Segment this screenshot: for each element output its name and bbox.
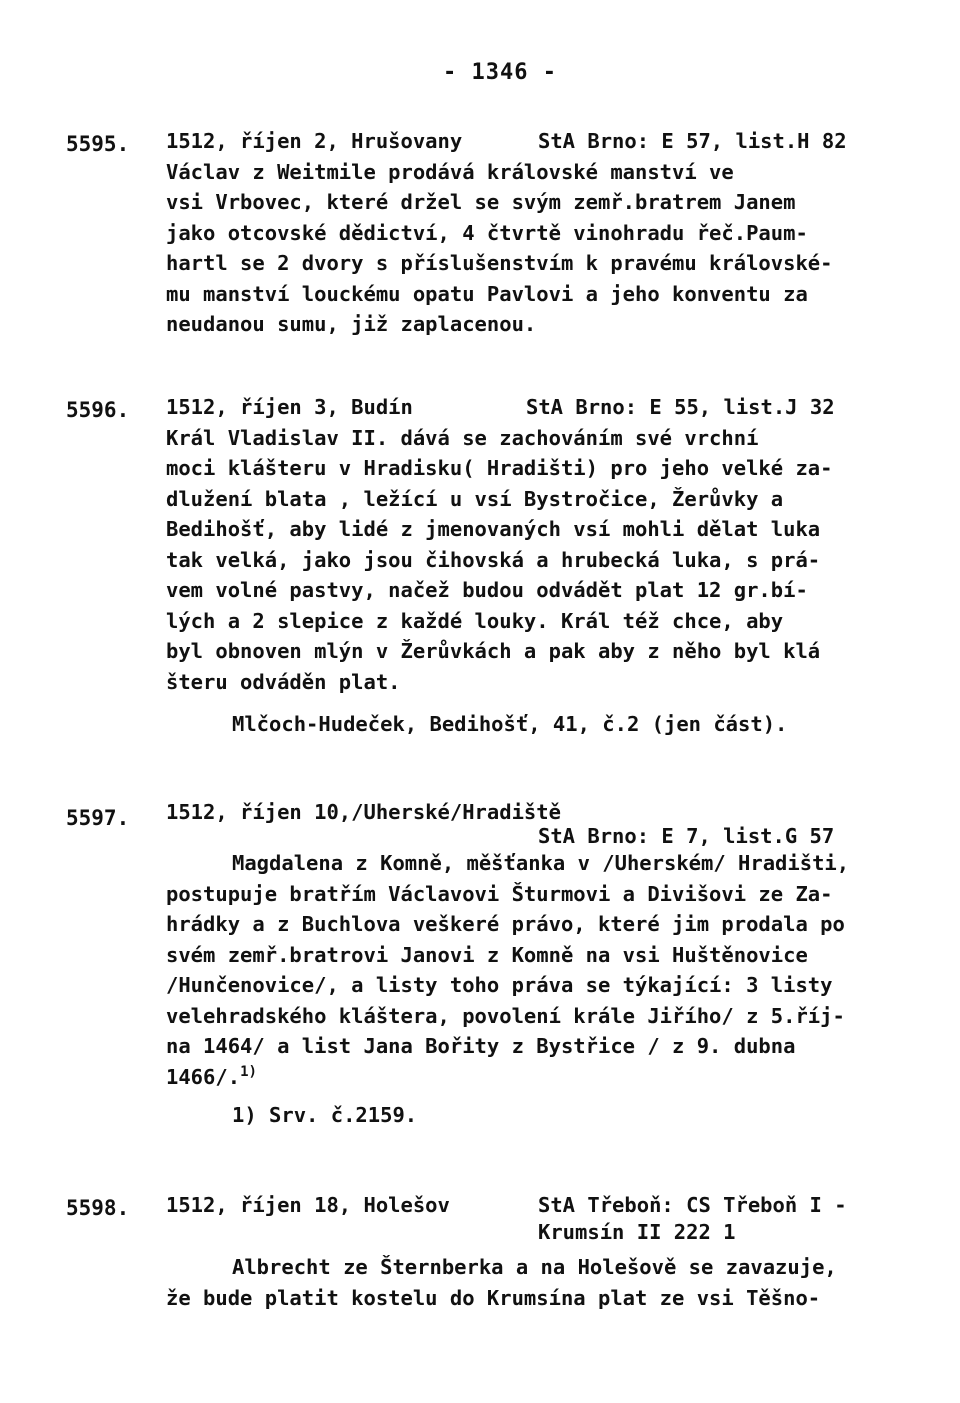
entry-number: 5597.	[66, 806, 130, 830]
entry-text-line: mu manství louckému opatu Pavlovi a jeho konventu za	[166, 281, 808, 306]
entry-reference: Mlčoch-Hudeček, Bedihošť, 41, č.2 (jen část).	[232, 712, 788, 736]
entry-body	[166, 126, 906, 340]
entry-text-line: dlužení blata , ležící u vsí Bystročice, Žerůvky a	[166, 486, 784, 511]
footnote-mark: 1)	[240, 1063, 257, 1080]
entry-date-place: 1512, říjen 10,/Uherské/Hradiště	[166, 800, 561, 824]
entry-number: 5596.	[66, 398, 130, 422]
entry-text-line	[166, 1062, 906, 1093]
entry-number: 5595.	[66, 132, 130, 156]
page-number: - 1346 -	[443, 60, 557, 85]
entry-text-line: Václav z Weitmile prodává královské manství ve	[166, 159, 734, 184]
entry-text-line: /Hunčenovice/, a listy toho práva se týkající: 3 listy	[166, 973, 833, 997]
entry-text-line: byl obnoven mlýn v Žerůvkách a pak aby z něho byl klá	[166, 639, 821, 663]
entry-text-line: Albrecht ze Šternberka a na Holešově se zavazuje,	[232, 1255, 837, 1279]
entry-text-line: že bude platit kostelu do Krumsína plat ze vsi Těšno-	[166, 1285, 821, 1310]
entry-date-place: 1512, říjen 18, Holešov	[166, 1193, 450, 1217]
entry-text-line: hartl se 2 dvory s příslušenstvím k pravému královské-	[166, 251, 833, 275]
entry-text-line: šteru odváděn plat.	[166, 669, 401, 694]
entry-text-line: hrádky a z Buchlova veškeré právo, které jim prodala po	[166, 912, 845, 936]
entry-number: 5598.	[66, 1196, 130, 1220]
entry-text-line: Magdalena z Komně, měšťanka v /Uherském/ Hradišti,	[232, 851, 850, 875]
entry-text-line: Král Vladislav II. dává se zachováním své vrchní	[166, 425, 759, 450]
entry-body	[166, 1190, 906, 1313]
entry-text-line: neudanou sumu, již zaplacenou.	[166, 312, 537, 336]
entry-text-line: moci klášteru v Hradisku( Hradišti) pro jeho velké za-	[166, 456, 833, 480]
entry-text-line: vsi Vrbovec, které držel se svým zemř.bratrem Janem	[166, 190, 796, 214]
entry-header-row	[166, 392, 906, 423]
entry-text-fragment: 1466/.	[166, 1064, 241, 1089]
entry-body	[166, 392, 906, 740]
entry-text-line: lých a 2 slepice z každé louky. Král též chce, aby	[166, 608, 784, 633]
footnote: 1) Srv. č.2159.	[232, 1103, 418, 1127]
entry-source: StA Brno: E 7, list.G 57	[538, 824, 835, 848]
entry-body	[166, 800, 906, 1131]
entry-text-line: velehradského kláštera, povolení krále Jiřího/ z 5.říj-	[166, 1003, 845, 1028]
entry-text-line: svém zemř.bratrovi Janovi z Komně na vsi Huštěnovice	[166, 942, 808, 967]
entry-text-line: jako otcovské dědictví, 4 čtvrtě vinohradu řeč.Paum-	[166, 220, 808, 245]
entry-text-line: vem volné pastvy, načež budou odvádět plat 12 gr.bí-	[166, 578, 808, 602]
entry-text-line: na 1464/ a list Jana Bořity z Bystřice / z 9. dubna	[166, 1034, 796, 1058]
entry-header-row	[166, 1190, 906, 1217]
entry-date-place: 1512, říjen 3, Budín	[166, 395, 413, 419]
entry-source-continued: Krumsín II 222 1	[538, 1220, 736, 1244]
entry-date-place: 1512, říjen 2, Hrušovany	[166, 129, 463, 153]
entry-text-line: Bedihošť, aby lidé z jmenovaných vsí mohli dělat luka	[166, 517, 821, 541]
entry-header-row	[166, 126, 906, 157]
entry-source: StA Brno: E 55, list.J 32	[526, 395, 835, 419]
entry-text-line: postupuje bratřím Václavovi Šturmovi a Divišovi ze Za-	[166, 881, 833, 906]
entry-source: StA Brno: E 57, list.H 82	[538, 129, 847, 153]
entry-source: StA Třeboň: CS Třeboň I -	[538, 1193, 847, 1217]
entry-text-line: tak velká, jako jsou čihovská a hrubecká luka, s prá-	[166, 547, 821, 572]
